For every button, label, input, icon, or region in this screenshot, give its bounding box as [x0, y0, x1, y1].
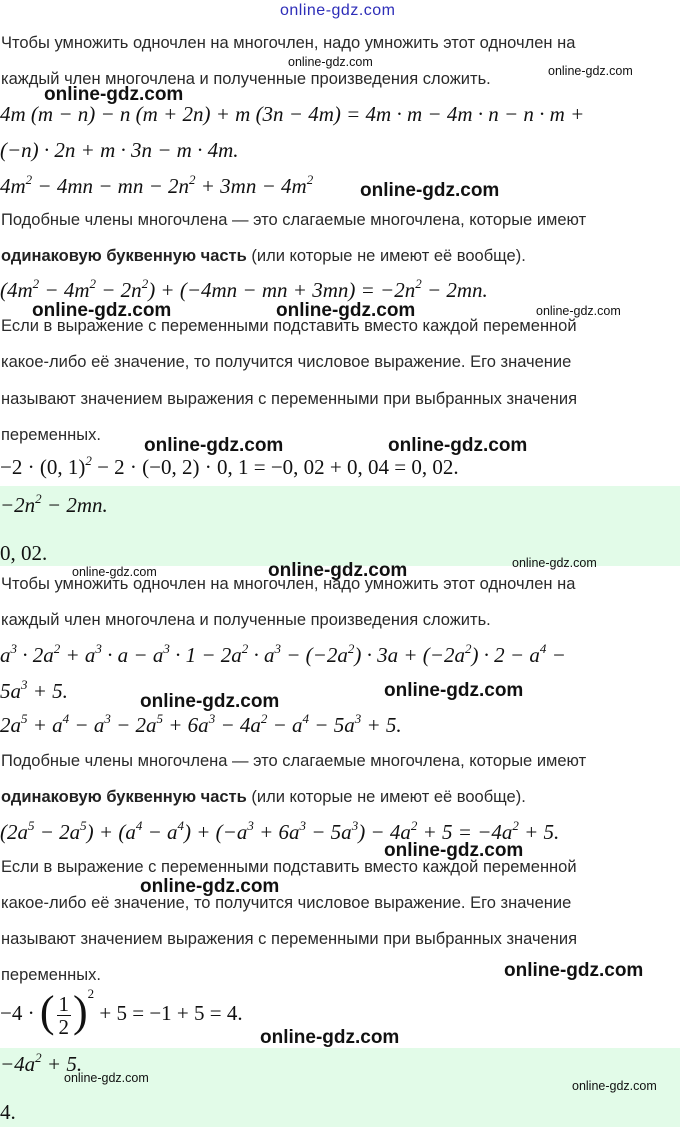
watermark: online-gdz.com	[572, 1079, 657, 1093]
watermark: online-gdz.com	[504, 960, 644, 981]
like-terms-line-1: Подобные члены многочлена — это слагаемые многочлена, которые имеют	[1, 211, 587, 229]
watermark: online-gdz.com	[388, 435, 528, 456]
watermark: online-gdz.com	[44, 84, 184, 105]
like-terms-rest-b: (или которые не имеют её вообще).	[246, 788, 526, 806]
watermark: online-gdz.com	[288, 55, 373, 69]
answer-value-b: 4.	[0, 1100, 16, 1124]
like-terms-line-2-b	[1, 788, 526, 807]
fraction-one-half	[57, 993, 72, 1038]
expression-expand-line-1-b: $a^3 \cdot 2a^2 + a^3 \cdot a - a^3 \cdot 1 - 2a^2 \cdot a^3 - (-2a^2) \cdot 3a + (-2a^2) \cdot 2 - a^4$ −	[0, 641, 566, 667]
expression-expand-line-2-b: $5a^3 + 5$.	[0, 677, 68, 703]
watermark: online-gdz.com	[260, 1027, 400, 1048]
rule-multiply-line-2-b: каждый член многочлена и полученные произведения сложить.	[1, 611, 491, 629]
watermark: online-gdz.com	[64, 1071, 149, 1085]
value-def-line-1: Если в выражение с переменными подставить вместо каждой переменной	[1, 317, 577, 335]
site-header: online-gdz.com	[280, 2, 396, 19]
watermark: online-gdz.com	[384, 680, 524, 701]
expression-expand-line-2: (−n) · 2n + m · 3n − m · 4m.	[0, 138, 239, 162]
watermark: online-gdz.com	[548, 64, 633, 78]
watermark: online-gdz.com	[536, 304, 621, 318]
expression-expanded-b: $2a^5 + a^4 - a^3 - 2a^5 + 6a^3 - 4a^2 - a^4 - 5a^3 + 5$.	[0, 711, 402, 737]
expression-evaluated-b	[0, 986, 243, 1038]
watermark: online-gdz.com	[360, 180, 500, 201]
value-def-line-2-b: какое-либо её значение, то получится числовое выражение. Его значение	[1, 894, 572, 912]
expression-expand-line-1: 4m (m − n) − n (m + 2n) + m (3n − 4m) = 4m · m − 4m · n − n · m +	[0, 102, 585, 126]
value-def-line-4: переменных.	[1, 426, 101, 444]
value-def-line-1-b: Если в выражение с переменными подставить вместо каждой переменной	[1, 858, 577, 876]
value-def-line-2: какое-либо её значение, то получится числовое выражение. Его значение	[1, 353, 572, 371]
watermark: online-gdz.com	[140, 691, 280, 712]
watermark: online-gdz.com	[276, 300, 416, 321]
watermark: online-gdz.com	[72, 565, 157, 579]
answer-simplified: $-2n^2 - 2mn$.	[0, 491, 108, 517]
fraction-denominator: 2	[58, 1014, 69, 1039]
expression-evaluated: −2 · (0, 1)$^2$ − 2 · (−0, 2) · 0, 1 = −0, 02 + 0, 04 = 0, 02.	[0, 453, 459, 479]
rule-multiply-line-1-b: Чтобы умножить одночлен на многочлен, надо умножить этот одночлен на	[1, 575, 576, 593]
paren-open: (	[39, 987, 55, 1036]
watermark: online-gdz.com	[32, 300, 172, 321]
eval-suffix: + 5 = −1 + 5 = 4.	[99, 1001, 243, 1025]
answer-value: 0, 02.	[0, 541, 48, 565]
like-terms-rest: (или которые не имеют её вообще).	[246, 247, 526, 265]
like-terms-bold-b: одинаковую буквенную часть	[1, 788, 247, 806]
eval-prefix: −4 ·	[0, 1001, 35, 1025]
like-terms-line-2	[1, 247, 526, 266]
like-terms-line-1-b: Подобные члены многочлена — это слагаемые многочлена, которые имеют	[1, 752, 587, 770]
watermark: online-gdz.com	[384, 840, 524, 861]
watermark: online-gdz.com	[144, 435, 284, 456]
watermark: online-gdz.com	[268, 560, 408, 581]
paren-close: )	[73, 987, 88, 1036]
watermark: online-gdz.com	[512, 556, 597, 570]
answer-simplified-b: $-4a^2 + 5$.	[0, 1050, 83, 1076]
value-def-line-4-b: переменных.	[1, 966, 101, 984]
expression-grouped-b: $(2a^5 - 2a^5) + (a^4 - a^4) + (-a^3 + 6a^3 - 5a^3) - 4a^2 + 5 = -4a^2 + 5$.	[0, 818, 560, 844]
expression-expanded: $4m^2 - 4mn$ − mn − $2n^2 + 3mn - 4m^2$	[0, 172, 314, 198]
rule-multiply-line-2: каждый член многочлена и полученные произведения сложить.	[1, 70, 491, 88]
rule-multiply-line-1: Чтобы умножить одночлен на многочлен, надо умножить этот одночлен на	[1, 34, 576, 52]
like-terms-bold: одинаковую буквенную часть	[1, 247, 247, 265]
expression-grouped: $(4m^2 - 4m^2 - 2n^2) + (-4mn$ − mn + $3mn) = -2n^2 - 2mn$.	[0, 276, 488, 302]
value-def-line-3: называют значением выражения с переменными при выбранных значения	[1, 390, 578, 408]
eval-exponent: 2	[87, 986, 95, 1001]
value-def-line-3-b: называют значением выражения с переменными при выбранных значения	[1, 930, 578, 948]
watermark: online-gdz.com	[140, 876, 280, 897]
fraction-numerator: 1	[58, 991, 69, 1016]
